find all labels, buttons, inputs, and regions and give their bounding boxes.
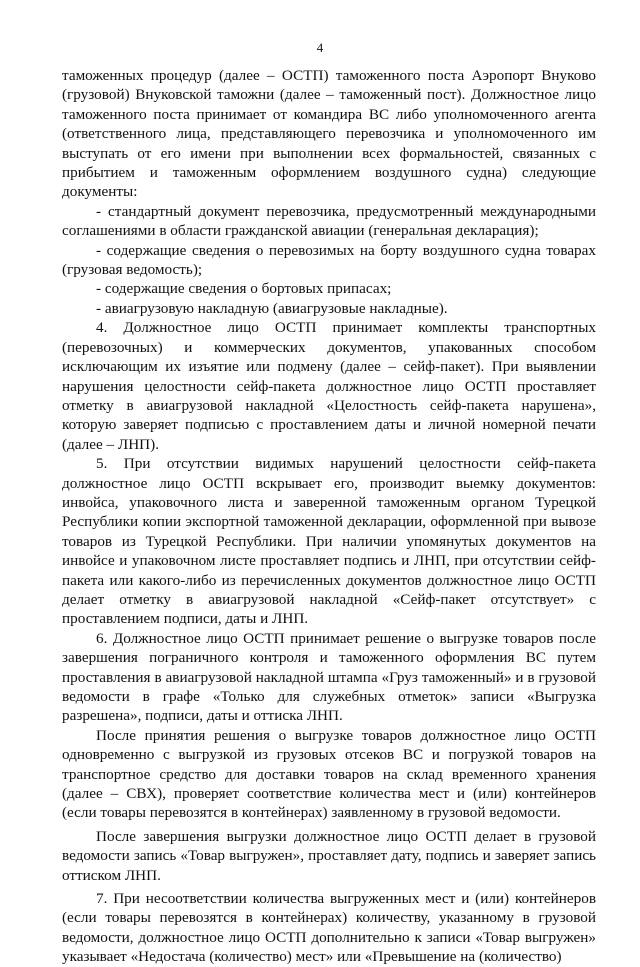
document-body [62, 66, 596, 967]
list-item-cargo-manifest: - содержащие сведения о перевозимых на борту воздушного судна товарах (грузовая ведомость); [62, 241, 596, 279]
paragraph-clause-6-unloaded-record: После завершения выгрузки должностное лицо ОСТП делает в грузовой ведомости запись «Товар выгружен», проставляет дату, подпись и заверяет запись оттиском ЛНП. [62, 827, 596, 884]
list-item-ship-stores: - содержащие сведения о бортовых припасах; [96, 280, 392, 298]
list-item-air-waybill: - авиагрузовую накладную (авиагрузовые накладные). [96, 299, 448, 317]
paragraph-clause-5: 5. При отсутствии видимых нарушений целостности сейф-пакета должностное лицо ОСТП вскрывает его, производит выемку документов: инвойса, упаковочного листа и заверенной таможенным органом Турецкой Республики копии экспортной таможенной декларации, оформленной при вывозе товаров из Турецкой Республики. При наличии упомянутых документов на инвойсе и упаковочном листе проставляет подпись и ЛНП, при отсутствии сейф-пакета или какого-либо из перечисленных документов должностное лицо ОСТП делает отметку в авиагрузовой накладной «Сейф-пакет отсутствует» с проставлением подписи, даты и ЛНП. [62, 455, 596, 628]
paragraph-clause-6: 6. Должностное лицо ОСТП принимает решение о выгрузке товаров после завершения пограничного контроля и таможенного оформления ВС путем проставления в авиагрузовой накладной штампа «Груз таможенный» и в грузовой ведомости в графе «Только для служебных отметок» записи «Выгрузка разрешена», подписи, даты и оттиска ЛНП. [62, 629, 596, 725]
paragraph-clause-4: 4. Должностное лицо ОСТП принимает комплекты транспортных (перевозочных) и коммерческих документов, упакованных способом исключающим их изъятие или подмену (далее – сейф-пакет). При выявлении нарушения целостности сейф-пакета должностное лицо ОСТП проставляет отметку в авиагрузовой накладной «Целостность сейф-пакета нарушена», которую заверяет подписью с проставлением даты и личной номерной печати (далее – ЛНП). [62, 319, 596, 453]
paragraph-intro: таможенных процедур (далее – ОСТП) таможенного поста Аэропорт Внуково (грузовой) Внуковской таможни (далее – таможенный пост). Должностное лицо таможенного поста принимает от командира ВС либо уполномоченного агента (ответственного лица, представляющего перевозчика и уполномоченного им выступать от его имени при выполнении всех формальностей, связанных с прибытием и таможенным оформлением воздушного судна) следующие документы: [62, 67, 596, 201]
page-number: 4 [316, 40, 324, 55]
paragraph-clause-6-unloading-check: После принятия решения о выгрузке товаров должностное лицо ОСТП одновременно с выгрузкой из грузовых отсеков ВС и погрузкой товаров на транспортное средство для доставки товаров на склад временного хранения (далее – СВХ), проверяет соответствие количества мест и (или) контейнеров (если товары перевозятся в контейнерах) заявленному в грузовой ведомости. [62, 726, 596, 822]
list-item-general-declaration: - стандартный документ перевозчика, предусмотренный международными соглашениями в области гражданской авиации (генеральная декларация); [62, 202, 596, 240]
paragraph-clause-7: 7. При несоответствии количества выгруженных мест и (или) контейнеров (если товары перевозятся в контейнерах) количеству, указанному в грузовой ведомости, должностное лицо ОСТП дополнительно к записи «Товар выгружен» указывает «Недостача (количество) мест» или «Превышение на (количество) [62, 890, 596, 966]
